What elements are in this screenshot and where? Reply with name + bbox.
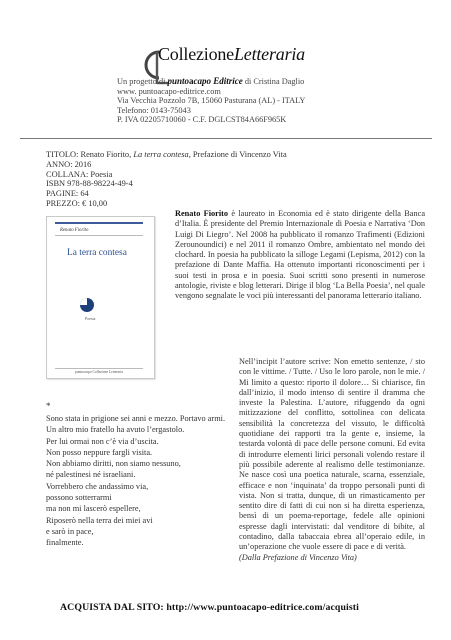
book-year: ANNO: 2016 <box>46 159 92 169</box>
author-name: Renato Fiorito <box>175 209 229 218</box>
author-bio-text: è laureato in Economia ed è stato dirigente della Banca d’Italia. È presidente del Premio Internazionale di Poesia e Narrativa ‘Don Luigi Di Liegro’. Nel 2008 ha pubblicato il romanzo Trafimenti (Edizioni Zerounoundici) e nel 2011 il romanzo Ombre, ambientato nel mondo dei clochard. In poesia ha pubblicato la silloge Legami (Lepisma, 2012) con la prefazione di Dante Maffia. Ha ottenuto importanti riconoscimenti per i suoi testi in prosa e in poesia. Suoi scritti sono presenti in numerose antologie, riviste e blog letterari. Dirige il blog ‘La Bella Poesia’, nel quale vengono segnalate le voci più interessanti del panorama letterario italiano. <box>175 209 425 301</box>
book-metadata <box>46 150 287 209</box>
book-title-line <box>46 150 287 160</box>
logo-title <box>158 44 305 65</box>
poem-line: ma non mi lascerò espellere, <box>46 504 141 514</box>
title-prefix: TITOLO: Renato Fiorito, <box>46 150 132 159</box>
poem-line: e sarò in pace, <box>46 526 94 536</box>
cover-series: Poesia <box>85 316 96 321</box>
publisher-phone: Telefono: 0143-75043 <box>117 105 191 115</box>
logo-title-part-1: Collezione <box>158 44 234 64</box>
publisher-suffix: di Cristina Daglio <box>244 77 305 86</box>
author-bio <box>175 209 425 302</box>
poem-line: finalmente. <box>46 538 84 548</box>
cover-divider <box>55 235 143 236</box>
preface-excerpt <box>239 357 425 563</box>
cover-author: Renato Fiorito <box>60 228 89 233</box>
title-italic: La terra contesa <box>133 150 189 159</box>
poem-line: Vorrebbero che andassimo via, <box>46 481 149 491</box>
publisher-website[interactable]: www. puntoacapo-editrice.com <box>117 86 221 96</box>
preface-source: (Dalla Prefazione di Vincenzo Vita) <box>239 552 357 562</box>
poem-line: Non abbiamo diritti, non siamo nessuno, <box>46 459 181 469</box>
logo-title-part-2: Letteraria <box>233 44 305 64</box>
poem-line: né palestinesi né israeliani. <box>46 470 136 480</box>
publisher-address: Via Vecchia Pozzolo 7B, 15060 Pasturana (AL) - ITALY <box>117 96 306 106</box>
preface-text: Nell’incipit l’autore scrive: Non emetto sentenze, / sto con le vittime. / Tutte. / Uso le loro parole, non le mie. / Mi limito a questo: riporto il dolore… Si chiarisce, fin dall’inizio, il modo intenso di sentire il dramma che investe la Palestina. L’autore, rifuggendo da ogni mitizzazione del conflitto, sottolinea con delicata sensibilità la concretezza del vissuto, le difficoltà quotidiane dei rapporti tra la gente e, insieme, la testarda volontà di pace delle persone comuni. Ed evita di introdurre elementi lirici personali volendo restare il più possibile aderente al realismo delle testimonianze. Ne nasce così una poetica naturale, scarna, essenziale, efficace e non ‘inquinata’ da troppo personali punti di vista. Non si tratta, dunque, di un rimasticamento per sentito dire di fatti di cui non si ha diretta esperienza, bensì di un poema-reportage, fedele alle opinioni espresse dagli intervistati: dal venditore di bibite, al contadino, dalla tabaccaia ebrea all’operaio edile, in un’operazione che vuole essere di pace e di verità. <box>239 357 425 552</box>
poem-line: Non posso neppure fargli visita. <box>46 447 153 457</box>
buy-link[interactable]: ACQUISTA DAL SITO: http://www.puntoacapo-editrice.com/acquisti <box>60 602 359 613</box>
book-price: PREZZO: € 10,00 <box>46 198 108 208</box>
poem-line: possono sotterrarmi <box>46 493 112 503</box>
publisher-info <box>117 77 417 125</box>
poem-line: Riposerò nella terra dei miei avi <box>46 515 153 525</box>
brand-part-d: Editrice <box>213 76 243 86</box>
poem-marker: * <box>46 401 51 411</box>
book-cover <box>46 216 155 379</box>
publisher-prefix: Un progetto di <box>117 77 166 86</box>
header-divider <box>20 138 432 139</box>
publisher-line-1 <box>117 77 417 87</box>
book-isbn: ISBN 978-88-98224-49-4 <box>46 179 133 189</box>
brand-part-a: punto <box>167 76 189 86</box>
poem-line: Un altro mio fratello ha avuto l’ergastolo. <box>46 425 185 435</box>
poem-excerpt <box>46 413 225 549</box>
brand-part-c: capo <box>193 76 211 86</box>
book-series: COLLANA: Poesia <box>46 169 113 179</box>
poem-line: Per lui ormai non c’è via d’uscita. <box>46 436 159 446</box>
book-pages: PAGINE: 64 <box>46 189 89 199</box>
cover-title: La terra contesa <box>67 248 127 258</box>
publisher-tax-id: P. IVA 02205710060 - C.F. DGLCST84A66F965K <box>117 115 287 125</box>
cover-footer: puntoacapo Collezione Letteraria <box>55 368 143 374</box>
poem-line: Sono stata in prigione sei anni e mezzo. Portavo armi. <box>46 414 226 423</box>
title-suffix: , Prefazione di Vincenzo Vita <box>188 150 287 159</box>
brand-part-b: a <box>189 76 194 86</box>
cover-top-bar <box>55 222 143 224</box>
cover-emblem-icon <box>79 297 95 313</box>
publisher-brand <box>167 76 242 86</box>
